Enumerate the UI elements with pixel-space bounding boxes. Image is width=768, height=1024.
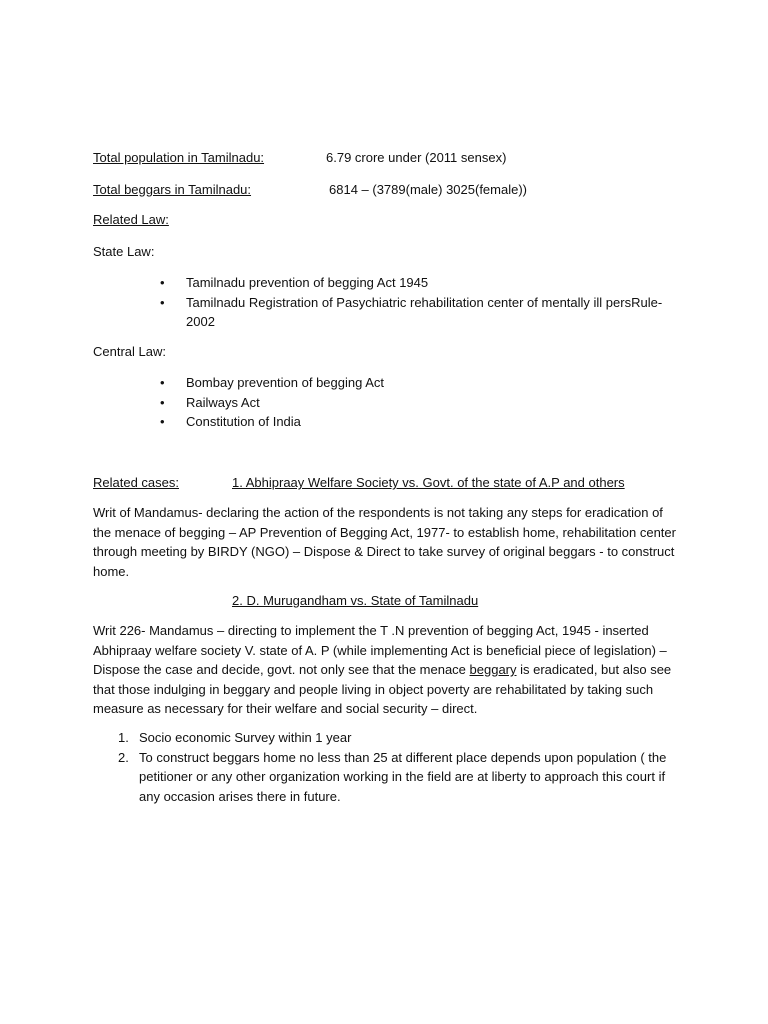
central-law-item: • Railways Act (160, 393, 384, 413)
case2-title: 2. D. Murugandham vs. State of Tamilnadu (232, 593, 479, 608)
population-value: 6.79 crore under (2011 sensex) (326, 150, 507, 165)
related-law-heading: Related Law: (93, 212, 169, 227)
case2-body: Writ 226- Mandamus – directing to implement the T .N prevention of begging Act, 1945 - inserted Abhipraay welfare society V. state of A. P (while implementing Act is beneficial piece of legislation) – Dispose the case and decide, govt. not only see that the menace beggary is eradicated, but also see that those indulging in beggary and people living in object poverty are rehabilitated by taking such measure as necessary for their welfare and social security – direct. (93, 623, 672, 716)
directions-list (118, 728, 688, 806)
central-law-list (160, 373, 384, 432)
central-law-heading: Central Law: (93, 344, 166, 359)
state-law-heading: State Law: (93, 244, 155, 259)
related-cases-label: Related cases: (93, 475, 179, 490)
direction-item: 1. Socio economic Survey within 1 year (118, 730, 352, 745)
beggary-underlined: beggary (469, 662, 517, 677)
central-law-item: • Constitution of India (160, 412, 384, 432)
state-law-item: • Tamilnadu Registration of Pasychiatric rehabilitation center of mentally ill persRule- 2002 (160, 293, 662, 332)
population-label: Total population in Tamilnadu: (93, 150, 265, 165)
state-law-item: • Tamilnadu prevention of begging Act 1945 (160, 273, 662, 293)
beggars-value: 6814 – (3789(male) 3025(female)) (329, 182, 527, 197)
case1-title: 1. Abhipraay Welfare Society vs. Govt. of the state of A.P and others (232, 475, 625, 490)
beggars-label: Total beggars in Tamilnadu: (93, 182, 252, 197)
state-law-list (160, 273, 662, 332)
central-law-item: • Bombay prevention of begging Act (160, 373, 384, 393)
case1-body: Writ of Mandamus- declaring the action of the respondents is not taking any steps for eradication of the menace of begging – AP Prevention of Begging Act, 1977- to establish home, rehabilitation center through meeting by BIRDY (NGO) – Dispose & Direct to take survey of original beggars - to construct home. (93, 505, 676, 579)
direction-item: 2. To construct beggars home no less than 25 at different place depends upon population ( the petitioner or any other organization working in the field are at liberty to approach this court if any occasion arises there in future. (118, 749, 667, 804)
